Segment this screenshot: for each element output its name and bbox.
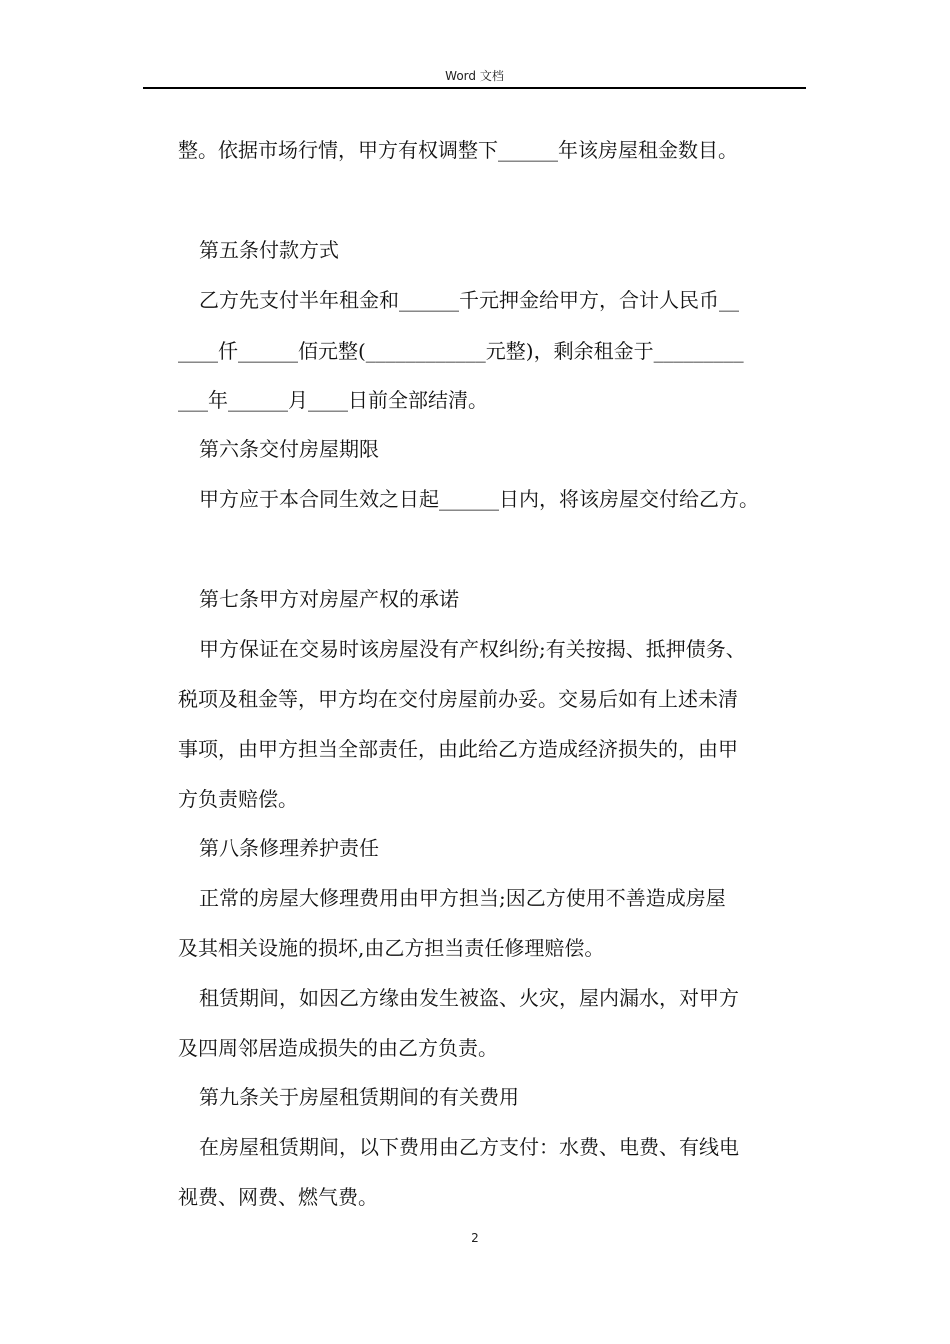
paragraph-line: 方负责赔偿。 xyxy=(178,787,298,811)
paragraph-line: 乙方先支付半年租金和______千元押金给甲方，合计人民币__ xyxy=(199,288,739,312)
paragraph-line: 甲方应于本合同生效之日起______日内，将该房屋交付给乙方。 xyxy=(199,487,759,511)
paragraph-line: 整。依据市场行情，甲方有权调整下______年该房屋租金数目。 xyxy=(178,138,738,162)
paragraph-line: 及其相关设施的损坏,由乙方担当责任修理赔偿。 xyxy=(178,936,605,960)
section-heading-6: 第六条交付房屋期限 xyxy=(199,437,379,461)
paragraph-line: 在房屋租赁期间，以下费用由乙方支付：水费、电费、有线电 xyxy=(199,1135,739,1159)
paragraph-line: 及四周邻居造成损失的由乙方负责。 xyxy=(178,1036,498,1060)
page-number: 2 xyxy=(471,1231,479,1245)
paragraph-line: 视费、网费、燃气费。 xyxy=(178,1185,378,1209)
section-heading-7: 第七条甲方对房屋产权的承诺 xyxy=(199,587,459,611)
section-heading-9: 第九条关于房屋租赁期间的有关费用 xyxy=(199,1085,519,1109)
paragraph-line: 正常的房屋大修理费用由甲方担当;因乙方使用不善造成房屋 xyxy=(199,886,726,910)
page-header: Word 文档 xyxy=(445,69,504,83)
section-heading-5: 第五条付款方式 xyxy=(199,238,339,262)
paragraph-line: 事项，由甲方担当全部责任，由此给乙方造成经济损失的，由甲 xyxy=(178,737,738,761)
paragraph-line: 税项及租金等，甲方均在交付房屋前办妥。交易后如有上述未清 xyxy=(178,687,738,711)
section-heading-8: 第八条修理养护责任 xyxy=(199,836,379,860)
paragraph-line: ____仟______佰元整(____________元整)，剩余租金于_________ xyxy=(178,339,744,363)
paragraph-line: 甲方保证在交易时该房屋没有产权纠纷;有关按揭、抵押债务、 xyxy=(199,637,746,661)
header-divider xyxy=(143,87,806,89)
paragraph-line: ___年______月____日前全部结清。 xyxy=(178,388,488,412)
paragraph-line: 租赁期间，如因乙方缘由发生被盗、火灾，屋内漏水，对甲方 xyxy=(199,986,739,1010)
